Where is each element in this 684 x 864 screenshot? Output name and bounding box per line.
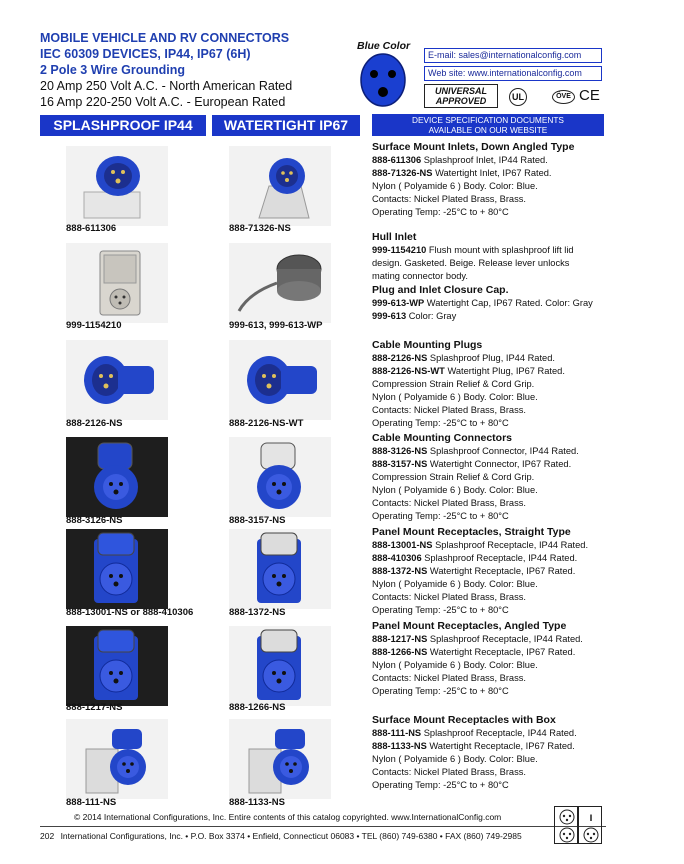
page-number: 202 [40, 831, 55, 841]
spec-text: Watertight Inlet, IP67 Rated. [432, 168, 552, 178]
part-number: 888-1266-NS [372, 647, 428, 657]
spec-line [372, 539, 622, 552]
ul-mark-icon: UL [509, 88, 527, 106]
spec-line [372, 685, 622, 698]
spec-line [372, 244, 622, 257]
spec-text: Splashproof Plug, IP44 Rated. [427, 353, 555, 363]
product-section [372, 231, 622, 283]
product-photo [66, 529, 168, 609]
product-photo [229, 529, 331, 609]
spec-text: Contacts: Nickel Plated Brass, Brass. [372, 592, 526, 602]
spec-line [372, 404, 622, 417]
spec-text: Watertight Receptacle, IP67 Rated. [427, 566, 576, 576]
product-photo [229, 719, 331, 799]
universal-approved-badge [424, 84, 498, 108]
product-photo [66, 243, 168, 323]
badge-line: APPROVED [435, 96, 487, 106]
watertight-tag: WATERTIGHT IP67 [212, 115, 360, 136]
spec-text: Operating Temp: -25°C to + 80°C [372, 418, 509, 428]
product-code-caption: 888-1266-NS [229, 702, 286, 713]
part-number: 888-13001-NS [372, 540, 433, 550]
plug-diagram-icon [554, 806, 578, 844]
badge-line: UNIVERSAL [434, 86, 487, 96]
spec-text: Contacts: Nickel Plated Brass, Brass. [372, 767, 526, 777]
product-photo [66, 626, 168, 706]
part-number: 888-111-NS [372, 728, 422, 738]
rating-text [40, 78, 292, 110]
footer-divider [40, 826, 606, 827]
section-title: Cable Mounting Plugs [372, 339, 483, 351]
spec-line [372, 154, 622, 167]
certification-marks [509, 88, 603, 106]
product-photo [66, 437, 168, 517]
spec-text: Color: Gray [406, 311, 457, 321]
spec-text: Watertight Receptacle, IP67 Rated. [426, 741, 575, 751]
part-number: 888-410306 [372, 553, 422, 563]
spec-line [372, 633, 622, 646]
section-title: Plug and Inlet Closure Cap. [372, 284, 509, 296]
spec-line [372, 193, 622, 206]
spec-line [372, 672, 622, 685]
ce-mark-icon: CE [579, 87, 600, 104]
svg-text:I: I [589, 813, 593, 823]
product-code-caption: 888-3126-NS [66, 515, 123, 526]
spec-text: Operating Temp: -25°C to + 80°C [372, 511, 509, 521]
product-section [372, 432, 622, 523]
spec-text: Compression Strain Relief & Cord Grip. [372, 472, 535, 482]
part-number: 888-3126-NS [372, 446, 428, 456]
rating-line: 20 Amp 250 Volt A.C. - North American Rated [40, 79, 293, 93]
product-section [372, 714, 622, 792]
spec-text: Contacts: Nickel Plated Brass, Brass. [372, 498, 526, 508]
spec-line [372, 497, 622, 510]
footer-address [40, 831, 522, 841]
spec-line [372, 779, 622, 792]
website-link[interactable]: Web site: www.internationalconfig.com [424, 66, 602, 81]
spec-line [372, 565, 622, 578]
section-title: Hull Inlet [372, 231, 417, 243]
product-photo [66, 719, 168, 799]
product-code-caption: 888-3157-NS [229, 515, 286, 526]
spec-line [372, 180, 622, 193]
product-photo [229, 626, 331, 706]
spec-text: Nylon ( Polyamide 6 ) Body. Color: Blue. [372, 181, 538, 191]
product-section [372, 141, 622, 219]
spec-line [372, 766, 622, 779]
product-section [372, 284, 622, 323]
product-photo [229, 340, 331, 420]
spec-line [372, 740, 622, 753]
catalog-title [40, 30, 289, 78]
part-number: 999-1154210 [372, 245, 427, 255]
spec-line [372, 378, 622, 391]
spec-line [372, 591, 622, 604]
spec-text: Splashproof Receptacle, IP44 Rated. [421, 728, 577, 738]
spec-text: Operating Temp: -25°C to + 80°C [372, 207, 509, 217]
spec-text: Splashproof Receptacle, IP44 Rated. [432, 540, 589, 550]
spec-line [372, 310, 622, 323]
product-code-caption: 888-1217-NS [66, 702, 123, 713]
email-link[interactable]: E-mail: sales@internationalconfig.com [424, 48, 602, 63]
section-title: Panel Mount Receptacles, Straight Type [372, 526, 571, 538]
product-code-caption: 888-2126-NS-WT [229, 418, 304, 429]
section-title: Surface Mount Receptacles with Box [372, 714, 556, 726]
part-number: 888-1217-NS [372, 634, 428, 644]
spec-text: Watertight Plug, IP67 Rated. [444, 366, 565, 376]
splashproof-tag: SPLASHPROOF IP44 [40, 115, 206, 136]
blue-color-label: Blue Color [357, 40, 411, 52]
spec-text: Nylon ( Polyamide 6 ) Body. Color: Blue. [372, 754, 538, 764]
part-number: 888-2126-NS [372, 353, 428, 363]
spec-text: Contacts: Nickel Plated Brass, Brass. [372, 405, 526, 415]
spec-text: Nylon ( Polyamide 6 ) Body. Color: Blue. [372, 579, 538, 589]
spec-text: Watertight Connector, IP67 Rated. [427, 459, 572, 469]
spec-text: Operating Temp: -25°C to + 80°C [372, 780, 509, 790]
spec-line [372, 445, 622, 458]
blue-socket-icon [359, 52, 407, 108]
spec-line [372, 391, 622, 404]
spec-line [372, 458, 622, 471]
spec-text: Contacts: Nickel Plated Brass, Brass. [372, 194, 526, 204]
section-title: Surface Mount Inlets, Down Angled Type [372, 141, 575, 153]
spec-text: Nylon ( Polyamide 6 ) Body. Color: Blue. [372, 660, 538, 670]
spec-line [372, 753, 622, 766]
spec-line [372, 646, 622, 659]
product-code-caption: 999-613, 999-613-WP [229, 320, 323, 331]
product-code-caption: 999-1154210 [66, 320, 122, 331]
spec-text: Splashproof Inlet, IP44 Rated. [421, 155, 548, 165]
wiring-mark-icon [578, 806, 602, 844]
spec-text: Watertight Receptacle, IP67 Rated. [427, 647, 576, 657]
spec-line [372, 417, 622, 430]
product-code-caption: 888-13001-NS or 888-410306 [66, 607, 194, 618]
product-code-caption: 888-71326-NS [229, 223, 291, 234]
part-number: 888-1133-NS [372, 741, 427, 751]
spec-text: design. Gasketed. Beige. Release lever unlocks [372, 258, 570, 268]
section-title: Cable Mounting Connectors [372, 432, 512, 444]
product-code-caption: 888-111-NS [66, 797, 117, 808]
spec-line [372, 578, 622, 591]
product-photo [229, 437, 331, 517]
spec-text: Splashproof Receptacle, IP44 Rated. [421, 553, 578, 563]
product-code-caption: 888-1372-NS [229, 607, 286, 618]
product-section [372, 620, 622, 698]
spec-line [372, 471, 622, 484]
spec-line [372, 352, 622, 365]
spec-text: Contacts: Nickel Plated Brass, Brass. [372, 673, 526, 683]
product-photo [66, 146, 168, 226]
spec-line: AVAILABLE ON OUR WEBSITE [428, 125, 548, 135]
spec-line: DEVICE SPECIFICATION DOCUMENTS [412, 115, 564, 125]
part-number: 999-613 [372, 311, 407, 321]
title-line: IEC 60309 DEVICES, IP44, IP67 (6H) [40, 47, 251, 61]
spec-text: Operating Temp: -25°C to + 80°C [372, 605, 509, 615]
spec-line [372, 257, 622, 270]
spec-text: Operating Temp: -25°C to + 80°C [372, 686, 509, 696]
spec-line [372, 510, 622, 523]
ove-mark-icon: ÖVE [552, 90, 575, 104]
section-title: Panel Mount Receptacles, Angled Type [372, 620, 567, 632]
copyright-text: © 2014 International Configurations, Inc. Entire contents of this catalog copyrighted. www.InternationalConfig.com [74, 812, 502, 822]
spec-line [372, 484, 622, 497]
product-code-caption: 888-611306 [66, 223, 117, 234]
spec-documents-banner[interactable] [372, 114, 604, 136]
part-number: 999-613-WP [372, 298, 425, 308]
part-number: 888-1372-NS [372, 566, 428, 576]
part-number: 888-3157-NS [372, 459, 428, 469]
spec-line [372, 604, 622, 617]
spec-text: Nylon ( Polyamide 6 ) Body. Color: Blue. [372, 392, 538, 402]
spec-line [372, 167, 622, 180]
spec-line [372, 365, 622, 378]
spec-line [372, 727, 622, 740]
part-number: 888-71326-NS [372, 168, 433, 178]
spec-line [372, 552, 622, 565]
spec-line [372, 206, 622, 219]
spec-text: Nylon ( Polyamide 6 ) Body. Color: Blue. [372, 485, 538, 495]
spec-text: Watertight Cap, IP67 Rated. Color: Gray [424, 298, 593, 308]
title-line: MOBILE VEHICLE AND RV CONNECTORS [40, 31, 290, 45]
spec-text: Flush mount with splashproof lift lid [426, 245, 574, 255]
product-code-caption: 888-2126-NS [66, 418, 123, 429]
address-text: International Configurations, Inc. • P.O. Box 3374 • Enfield, Connecticut 06083 • TEL (860) 749-6380 • FAX (860) 749-2985 [60, 831, 522, 841]
product-photo [66, 340, 168, 420]
spec-text: Splashproof Connector, IP44 Rated. [427, 446, 579, 456]
spec-text: Compression Strain Relief & Cord Grip. [372, 379, 535, 389]
spec-text: Splashproof Receptacle, IP44 Rated. [427, 634, 583, 644]
spec-line [372, 659, 622, 672]
product-code-caption: 888-1133-NS [229, 797, 285, 808]
spec-line [372, 270, 622, 283]
product-photo [229, 146, 331, 226]
product-photo [229, 243, 331, 323]
spec-text: mating connector body. [372, 271, 468, 281]
product-section [372, 526, 622, 617]
spec-line [372, 297, 622, 310]
product-section [372, 339, 622, 430]
rating-line: 16 Amp 220-250 Volt A.C. - European Rated [40, 95, 286, 109]
part-number: 888-611306 [372, 155, 422, 165]
part-number: 888-2126-NS-WT [372, 366, 445, 376]
title-line: 2 Pole 3 Wire Grounding [40, 63, 186, 77]
